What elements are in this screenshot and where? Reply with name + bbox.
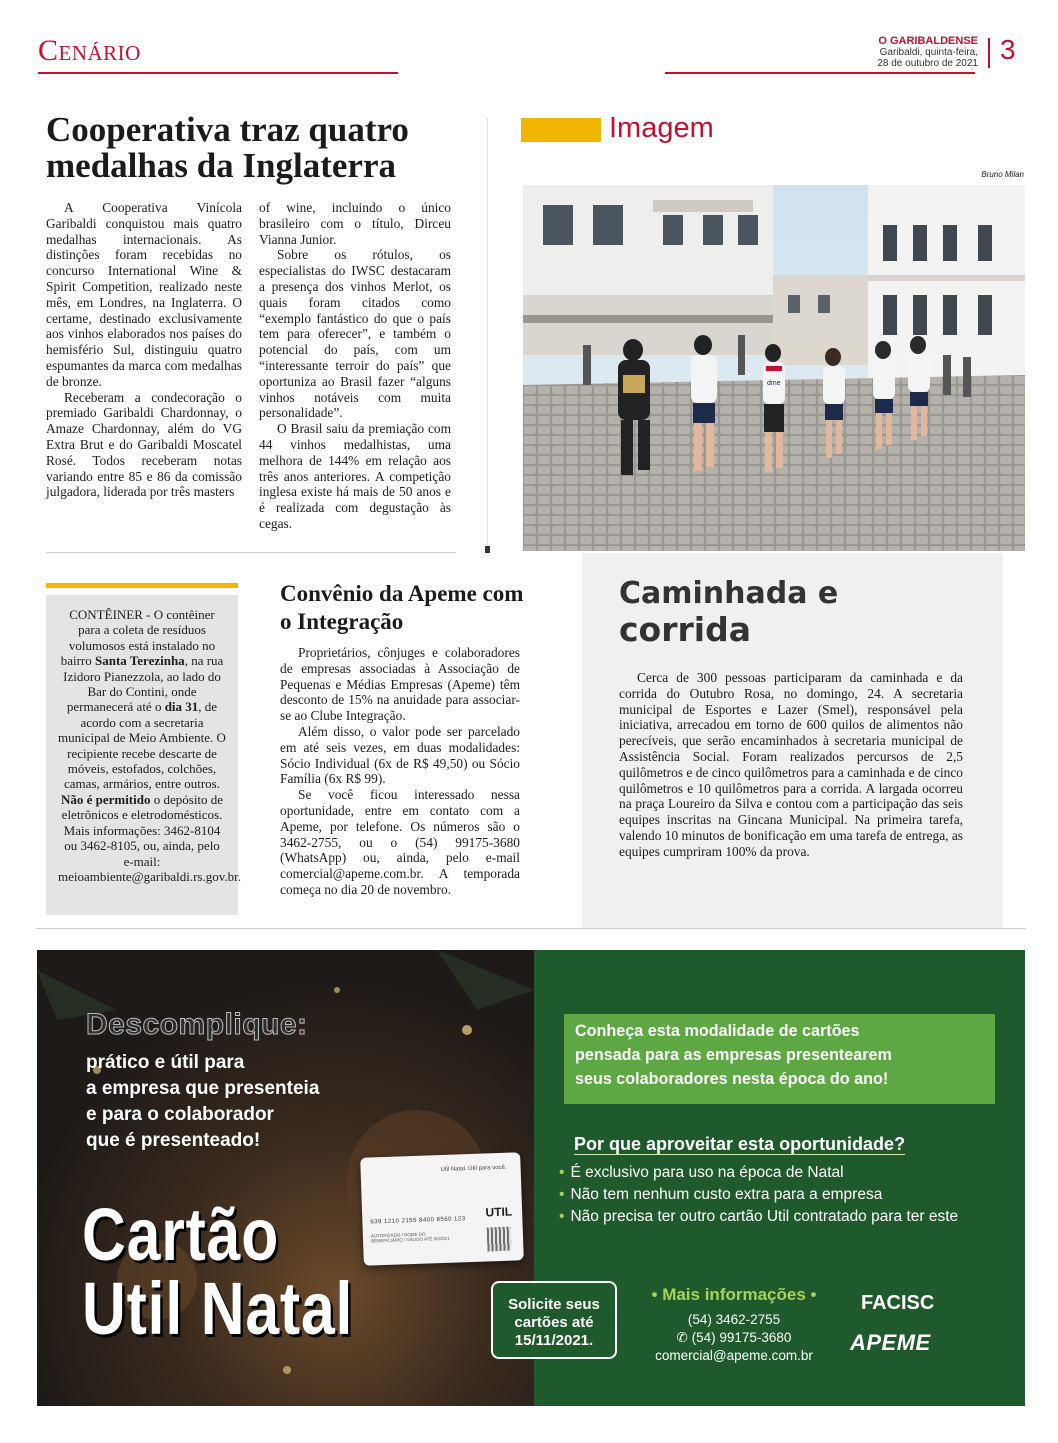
paragraph: O Brasil saiu da premiação com 44 vinhos medalhistas, uma melhora de 144% em relação aos três anos anteriores. A competição inglesa existe há mais de 50 anos e é realizada com degustação às cegas. (259, 421, 451, 531)
paragraph: Sobre os rótulos, os especialistas do IWSC destacaram a presença dos vinhos Merlot, os quais foram citados como “exemplo fantástico do que o país tem para oferecer”, e também o potencial do país, com um “interessante terroir do país” que oportuniza ao Brasil fazer “alguns vinhos notáveis com muita personalidade”. (259, 247, 451, 421)
divider (46, 552, 456, 553)
bullet-icon: • (559, 1164, 565, 1181)
ad-headline: Descomplique: (86, 1008, 308, 1041)
deadline-line: 15/11/2021. (514, 1332, 594, 1349)
banner-line: Conheça esta modalidade de cartões (575, 1021, 860, 1040)
paragraph: Se você ficou interessado nessa oportunidade, entre em contato com a Apeme, por telefone. Os números são o 3462-2755, ou o (54) 99175-3680 (WhatsApp) ou, ainda, pelo e-mail comercial@apeme.com.br. A temporada começa no dia 20 de novembro. (280, 787, 520, 897)
article-column (619, 670, 963, 860)
container-notice-box (46, 595, 241, 915)
photo-credit: Bruno Milan (981, 170, 1024, 179)
photo-illustration (523, 185, 1025, 551)
header-rule (38, 72, 398, 74)
article-column (46, 200, 242, 500)
title-line: Caminhada e (619, 576, 839, 611)
banner-line: pensada para as empresas presentearem (575, 1045, 892, 1064)
container-notice-text (58, 607, 241, 884)
paragraph: A Cooperativa Vinícola Garibaldi conquistou mais quatro medalhas internacionais. As distinções foram recebidas no concurso International Wine & Spirit Competition, realizado neste mês, em Londres, na Inglaterra. O certame, destinado exclusivamente aos vinhos elaborados nos países do hemisfério Sul, distinguiu quatro espumantes da marca com medalhas de bronze. (46, 200, 242, 389)
whatsapp-number: (54) 99175-3680 (691, 1330, 792, 1345)
more-info-title: • Mais informações • (651, 1285, 817, 1304)
separator-mark (485, 546, 490, 553)
bib-text: dme (767, 380, 781, 387)
paragraph: Proprietários, cônjuges e colaboradores de empresas associadas à Associação de Pequenas e Médias Empresas (Apeme) têm desconto de 15% na anuidade para associar-se ao Clube Integração. (280, 645, 520, 724)
article-column (259, 200, 451, 532)
bullet-text: Não tem nenhum custo extra para a empresa (570, 1186, 883, 1203)
notice-emphasis: Santa Terezinha (94, 653, 185, 669)
card-tagline: Util Natal. Útil para você. (440, 1164, 507, 1174)
title-line: corrida (619, 610, 751, 649)
email-address: comercial@apeme.com.br (655, 1348, 813, 1363)
paragraph: of wine, incluindo o único brasileiro com o título, Dirceu Vianna Junior. (259, 200, 451, 247)
ad-subline: que é presenteado! (86, 1130, 261, 1151)
paragraph: Cerca de 300 pessoas participaram da caminhada e da corrida do Outubro Rosa, no domingo, 24. A secretaria municipal de Esportes e Lazer (Smel), responsável pela iniciativa, arrecadou em torno de 600 quilos de alimentos não perecíveis, que serão encaminhados à secretaria municipal de Assistência Social. Foram realizados percursos de 2,5 quilômetros e de cinco quilômetros para a caminhada e de cinco quilômetros e 10 quilômetros para a corrida. A largada ocorreu na praça Loureiro da Silva e contou com a participação das seis equipes inscritas na Gincana Municipal. Na primeira tarefa, valendo 10 minutos de bonificação em uma tarefa de entrega, as equipes cumpriram 100% da prova. (619, 670, 963, 859)
notice-lead: CONTÊINER (69, 607, 143, 622)
card-number: 639 1210 2155 8400 8560 123 (370, 1216, 466, 1226)
ad-left-panel (37, 950, 534, 1406)
card-brand: UTIL (485, 1204, 513, 1220)
whatsapp-contact (644, 1330, 824, 1346)
date-line: Garibaldi, quinta-feira, (879, 47, 978, 58)
notice-text: , na rua Izidoro Pianezzola, ao lado do Bar do Contini, onde permanecerá até o (63, 653, 224, 715)
section-title: Cenário (38, 34, 141, 67)
ad-why-title: Por que aproveitar esta oportunidade? (574, 1134, 906, 1154)
notice-text: - O contêiner para a coleta de resíduos volumosos está instalado no bairro (60, 607, 216, 669)
ad-subline: prático e útil para (86, 1052, 245, 1073)
image-section-label: Imagem (609, 112, 714, 144)
ad-right-panel (508, 950, 1025, 1406)
bullet-text: Não precisa ter outro cartão Util contratado para ter este (570, 1208, 959, 1225)
deadline-line: Solicite seus (508, 1296, 600, 1313)
page-divider (988, 38, 990, 68)
bullet-text: É exclusivo para uso na época de Natal (570, 1164, 844, 1181)
ad-subline: e para o colaborador (86, 1104, 274, 1125)
request-deadline-box (491, 1281, 617, 1359)
ad-big-title: Cartão (82, 1193, 280, 1276)
ad-bullet (559, 1164, 844, 1182)
street-run-photo (523, 185, 1025, 551)
masthead (850, 36, 978, 69)
notice-emphasis: dia 31 (164, 699, 199, 715)
column-separator (487, 118, 488, 548)
apeme-logo: APEME (850, 1330, 931, 1355)
ad-bullet (559, 1186, 882, 1204)
whatsapp-icon: ✆ (676, 1330, 692, 1345)
article-title: Convênio da Apeme com o Integração (280, 581, 524, 634)
notice-text: o depósito de eletrônicos e eletrodomésticos. Mais informações: 3462-8104 ou 3462-8105, ou, ainda, pelo e-mail: meioambiente@garibaldi.rs.gov.br. (58, 791, 241, 884)
page-number: 3 (1000, 34, 1016, 65)
date-line: 28 de outubro de 2021 (877, 58, 978, 69)
box-accent-bar (46, 583, 238, 588)
paragraph: Receberam a condecoração o premiado Garibaldi Chardonnay, o Amaze Chardonnay, além do VG Extra Brut e do Garibaldi Moscatel Rosé. Todos receberam notas variando entre 85 e 86 da comissão julgadora, liderada por três masters (46, 389, 242, 500)
advertisement (37, 950, 1025, 1406)
article-title (619, 576, 879, 650)
divider (36, 928, 1026, 929)
card-code-icon (487, 1227, 512, 1252)
ad-banner (564, 1014, 995, 1104)
article-title: Cooperativa traz quatro medalhas da Inglaterra (46, 110, 409, 185)
bullet-icon: • (559, 1208, 565, 1225)
gift-card-image (360, 1152, 524, 1266)
notice-text: , de acordo com a secretaria municipal de Meio Ambiente. O recipiente recebe descarte de móveis, estofados, colchões, camas, armários, entre outros. (58, 699, 226, 792)
notice-emphasis: Não é permitido (60, 791, 151, 807)
bullet-icon: • (559, 1186, 565, 1203)
ad-big-title: Util Natal (82, 1267, 354, 1350)
deadline-line: cartões até (514, 1314, 594, 1331)
ad-subline: a empresa que presenteia (86, 1078, 320, 1099)
facisc-logo: FACISC (861, 1292, 935, 1314)
article-column (280, 645, 520, 898)
label-bar (521, 118, 601, 142)
ad-bullet (559, 1208, 958, 1226)
paper-name: O GARIBALDENSE (878, 35, 978, 47)
card-holder: AUTORIZADO / NOME DO BENEFICIÁRIO / VÁLIDO ATÉ 00/2021 (370, 1231, 451, 1244)
header-rule (665, 72, 975, 74)
phone-number: (54) 3462-2755 (687, 1312, 781, 1327)
paragraph: Além disso, o valor pode ser parcelado em até seis vezes, em duas modalidades: Sócio Individual (6x de R$ 49,50) ou Sócio Família (6x R$ 99). (280, 723, 520, 787)
banner-line: seus colaboradores nesta época do ano! (575, 1069, 889, 1088)
